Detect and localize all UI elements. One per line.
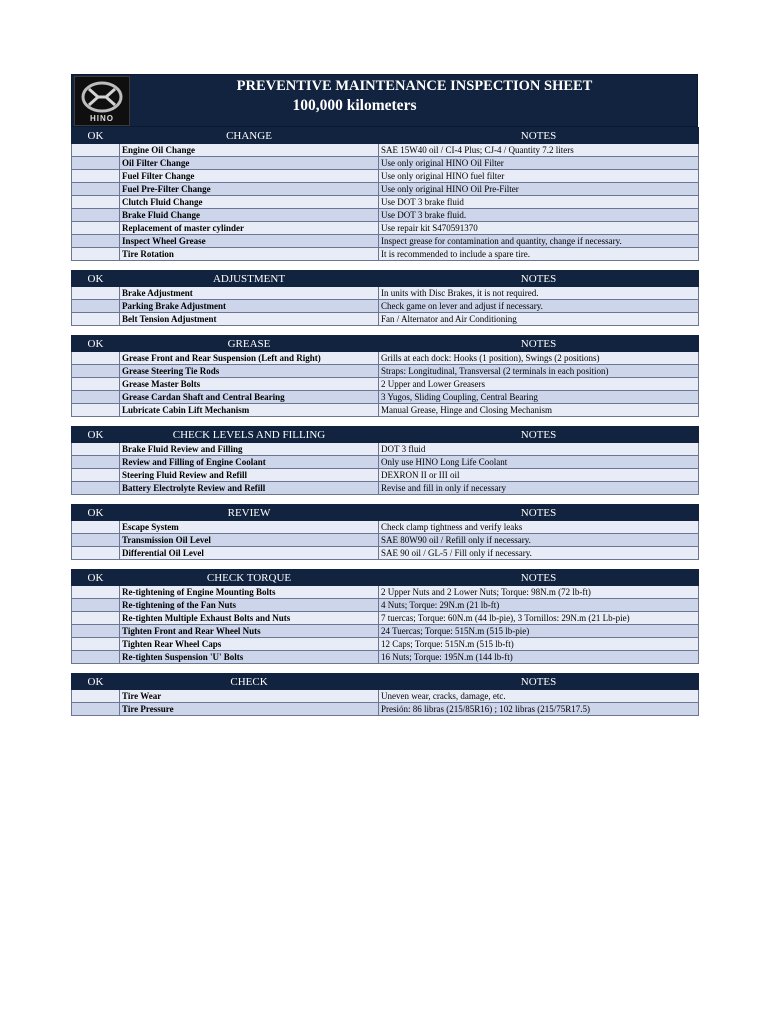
section-header-row: [72, 674, 699, 690]
table-row: [72, 170, 699, 183]
sections-container: [71, 127, 698, 716]
table-row: [72, 391, 699, 404]
table-row: [72, 248, 699, 261]
section-heading: CHECK: [120, 674, 379, 690]
ok-checkbox-cell[interactable]: [72, 443, 120, 456]
section-header-row: [72, 505, 699, 521]
table-row: [72, 404, 699, 417]
section-table: [71, 673, 699, 716]
notes-column-header: NOTES: [379, 336, 699, 352]
table-row: [72, 690, 699, 703]
task-name: Fuel Filter Change: [120, 170, 379, 183]
section-spacer: [71, 664, 698, 673]
task-note: 4 Nuts; Torque: 29N.m (21 lb-ft): [379, 599, 699, 612]
ok-checkbox-cell[interactable]: [72, 157, 120, 170]
section-heading: GREASE: [120, 336, 379, 352]
section-table: [71, 426, 699, 495]
table-row: [72, 443, 699, 456]
task-note: Use only original HINO fuel filter: [379, 170, 699, 183]
table-row: [72, 521, 699, 534]
table-row: [72, 365, 699, 378]
section-heading: CHECK LEVELS AND FILLING: [120, 427, 379, 443]
table-row: [72, 599, 699, 612]
section-spacer: [71, 417, 698, 426]
task-name: Inspect Wheel Grease: [120, 235, 379, 248]
ok-checkbox-cell[interactable]: [72, 313, 120, 326]
ok-checkbox-cell[interactable]: [72, 651, 120, 664]
table-row: [72, 612, 699, 625]
task-note: 24 Tuercas; Torque: 515N.m (515 lb-pie): [379, 625, 699, 638]
section-header-row: [72, 336, 699, 352]
task-note: Use DOT 3 brake fluid: [379, 196, 699, 209]
task-name: Re-tightening of the Fan Nuts: [120, 599, 379, 612]
task-name: Tighten Rear Wheel Caps: [120, 638, 379, 651]
section-table: [71, 335, 699, 417]
task-name: Oil Filter Change: [120, 157, 379, 170]
task-note: 16 Nuts; Torque: 195N.m (144 lb-ft): [379, 651, 699, 664]
task-name: Tire Rotation: [120, 248, 379, 261]
table-row: [72, 157, 699, 170]
task-note: Use only original HINO Oil Pre-Filter: [379, 183, 699, 196]
section-spacer: [71, 560, 698, 569]
ok-checkbox-cell[interactable]: [72, 170, 120, 183]
page-title: PREVENTIVE MAINTENANCE INSPECTION SHEET: [236, 78, 593, 94]
ok-checkbox-cell[interactable]: [72, 378, 120, 391]
task-name: Review and Filling of Engine Coolant: [120, 456, 379, 469]
ok-checkbox-cell[interactable]: [72, 248, 120, 261]
task-note: 3 Yugos, Sliding Coupling, Central Bearing: [379, 391, 699, 404]
ok-column-header: OK: [72, 427, 120, 443]
ok-checkbox-cell[interactable]: [72, 469, 120, 482]
task-note: Straps: Longitudinal, Transversal (2 terminals in each position): [379, 365, 699, 378]
ok-checkbox-cell[interactable]: [72, 404, 120, 417]
task-note: Use repair kit S470591370: [379, 222, 699, 235]
task-name: Belt Tension Adjustment: [120, 313, 379, 326]
task-name: Replacement of master cylinder: [120, 222, 379, 235]
ok-checkbox-cell[interactable]: [72, 586, 120, 599]
task-name: Transmission Oil Level: [120, 534, 379, 547]
section-table: [71, 504, 699, 560]
table-row: [72, 547, 699, 560]
ok-checkbox-cell[interactable]: [72, 287, 120, 300]
task-name: Parking Brake Adjustment: [120, 300, 379, 313]
task-note: Fan / Alternator and Air Conditioning: [379, 313, 699, 326]
task-note: Use DOT 3 brake fluid.: [379, 209, 699, 222]
task-name: Grease Front and Rear Suspension (Left and Right): [120, 352, 379, 365]
ok-column-header: OK: [72, 570, 120, 586]
table-row: [72, 313, 699, 326]
task-name: Engine Oil Change: [120, 144, 379, 157]
section-header-row: [72, 128, 699, 144]
section-table: [71, 569, 699, 664]
table-row: [72, 222, 699, 235]
task-name: Re-tighten Suspension 'U' Bolts: [120, 651, 379, 664]
ok-checkbox-cell[interactable]: [72, 196, 120, 209]
task-name: Brake Adjustment: [120, 287, 379, 300]
task-name: Tire Wear: [120, 690, 379, 703]
ok-checkbox-cell[interactable]: [72, 690, 120, 703]
section-spacer: [71, 495, 698, 504]
ok-checkbox-cell[interactable]: [72, 703, 120, 716]
task-note: Only use HINO Long Life Coolant: [379, 456, 699, 469]
task-name: Brake Fluid Review and Filling: [120, 443, 379, 456]
table-row: [72, 183, 699, 196]
table-row: [72, 196, 699, 209]
task-name: Fuel Pre-Filter Change: [120, 183, 379, 196]
task-name: Lubricate Cabin Lift Mechanism: [120, 404, 379, 417]
section-spacer: [71, 261, 698, 270]
ok-column-header: OK: [72, 336, 120, 352]
table-row: [72, 378, 699, 391]
ok-checkbox-cell[interactable]: [72, 482, 120, 495]
task-note: SAE 15W40 oil / CI-4 Plus; CJ-4 / Quantity 7.2 liters: [379, 144, 699, 157]
table-row: [72, 534, 699, 547]
page-subtitle: 100,000 kilometers: [292, 97, 417, 114]
task-name: Differential Oil Level: [120, 547, 379, 560]
task-name: Steering Fluid Review and Refill: [120, 469, 379, 482]
ok-checkbox-cell[interactable]: [72, 183, 120, 196]
ok-checkbox-cell[interactable]: [72, 391, 120, 404]
table-row: [72, 287, 699, 300]
ok-checkbox-cell[interactable]: [72, 456, 120, 469]
task-note: Presión: 86 libras (215/85R16) ; 102 libras (215/75R17.5): [379, 703, 699, 716]
ok-checkbox-cell[interactable]: [72, 612, 120, 625]
notes-column-header: NOTES: [379, 570, 699, 586]
table-row: [72, 209, 699, 222]
table-row: [72, 469, 699, 482]
section-table: [71, 270, 699, 326]
table-row: [72, 235, 699, 248]
ok-checkbox-cell[interactable]: [72, 365, 120, 378]
inspection-sheet: [71, 74, 698, 716]
table-row: [72, 352, 699, 365]
task-note: Revise and fill in only if necessary: [379, 482, 699, 495]
task-name: Escape System: [120, 521, 379, 534]
task-note: Inspect grease for contamination and quantity, change if necessary.: [379, 235, 699, 248]
task-note: 2 Upper Nuts and 2 Lower Nuts; Torque: 98N.m (72 lb-ft): [379, 586, 699, 599]
notes-column-header: NOTES: [379, 505, 699, 521]
logo-text: HINO: [90, 114, 114, 123]
ok-checkbox-cell[interactable]: [72, 625, 120, 638]
table-row: [72, 638, 699, 651]
task-name: Battery Electrolyte Review and Refill: [120, 482, 379, 495]
task-name: Grease Master Bolts: [120, 378, 379, 391]
ok-checkbox-cell[interactable]: [72, 638, 120, 651]
task-note: In units with Disc Brakes, it is not required.: [379, 287, 699, 300]
section-header-row: [72, 570, 699, 586]
task-name: Brake Fluid Change: [120, 209, 379, 222]
task-name: Tighten Front and Rear Wheel Nuts: [120, 625, 379, 638]
section-header-row: [72, 427, 699, 443]
ok-checkbox-cell[interactable]: [72, 235, 120, 248]
ok-column-header: OK: [72, 674, 120, 690]
section-heading: CHANGE: [120, 128, 379, 144]
task-name: Re-tightening of Engine Mounting Bolts: [120, 586, 379, 599]
task-note: Use only original HINO Oil Filter: [379, 157, 699, 170]
task-note: 2 Upper and Lower Greasers: [379, 378, 699, 391]
ok-checkbox-cell[interactable]: [72, 352, 120, 365]
section-heading: CHECK TORQUE: [120, 570, 379, 586]
task-name: Re-tighten Multiple Exhaust Bolts and Nuts: [120, 612, 379, 625]
section-heading: REVIEW: [120, 505, 379, 521]
task-note: Grills at each dock: Hooks (1 position), Swings (2 positions): [379, 352, 699, 365]
ok-column-header: OK: [72, 505, 120, 521]
sheet-header: [71, 74, 698, 127]
table-row: [72, 482, 699, 495]
section-table: [71, 127, 699, 261]
task-note: 7 tuercas; Torque: 60N.m (44 lb-pie), 3 Tornillos: 29N.m (21 Lb-pie): [379, 612, 699, 625]
table-row: [72, 703, 699, 716]
notes-column-header: NOTES: [379, 427, 699, 443]
task-name: Clutch Fluid Change: [120, 196, 379, 209]
table-row: [72, 456, 699, 469]
task-name: Tire Pressure: [120, 703, 379, 716]
task-name: Grease Steering Tie Rods: [120, 365, 379, 378]
ok-checkbox-cell[interactable]: [72, 599, 120, 612]
table-row: [72, 300, 699, 313]
table-row: [72, 651, 699, 664]
task-note: DEXRON II or III oil: [379, 469, 699, 482]
ok-column-header: OK: [72, 271, 120, 287]
task-note: Check clamp tightness and verify leaks: [379, 521, 699, 534]
task-note: It is recommended to include a spare tire.: [379, 248, 699, 261]
ok-checkbox-cell[interactable]: [72, 144, 120, 157]
table-row: [72, 625, 699, 638]
ok-checkbox-cell[interactable]: [72, 534, 120, 547]
ok-checkbox-cell[interactable]: [72, 222, 120, 235]
ok-checkbox-cell[interactable]: [72, 547, 120, 560]
ok-checkbox-cell[interactable]: [72, 521, 120, 534]
task-note: SAE 90 oil / GL-5 / Fill only if necessary.: [379, 547, 699, 560]
task-note: 12 Caps; Torque: 515N.m (515 lb-ft): [379, 638, 699, 651]
ok-checkbox-cell[interactable]: [72, 209, 120, 222]
task-note: Manual Grease, Hinge and Closing Mechanism: [379, 404, 699, 417]
section-spacer: [71, 326, 698, 335]
task-note: Check game on lever and adjust if necessary.: [379, 300, 699, 313]
task-note: DOT 3 fluid: [379, 443, 699, 456]
task-note: Uneven wear, cracks, damage, etc.: [379, 690, 699, 703]
ok-checkbox-cell[interactable]: [72, 300, 120, 313]
table-row: [72, 144, 699, 157]
notes-column-header: NOTES: [379, 271, 699, 287]
ok-column-header: OK: [72, 128, 120, 144]
table-row: [72, 586, 699, 599]
section-header-row: [72, 271, 699, 287]
task-name: Grease Cardan Shaft and Central Bearing: [120, 391, 379, 404]
section-heading: ADJUSTMENT: [120, 271, 379, 287]
notes-column-header: NOTES: [379, 128, 699, 144]
task-note: SAE 80W90 oil / Refill only if necessary.: [379, 534, 699, 547]
notes-column-header: NOTES: [379, 674, 699, 690]
